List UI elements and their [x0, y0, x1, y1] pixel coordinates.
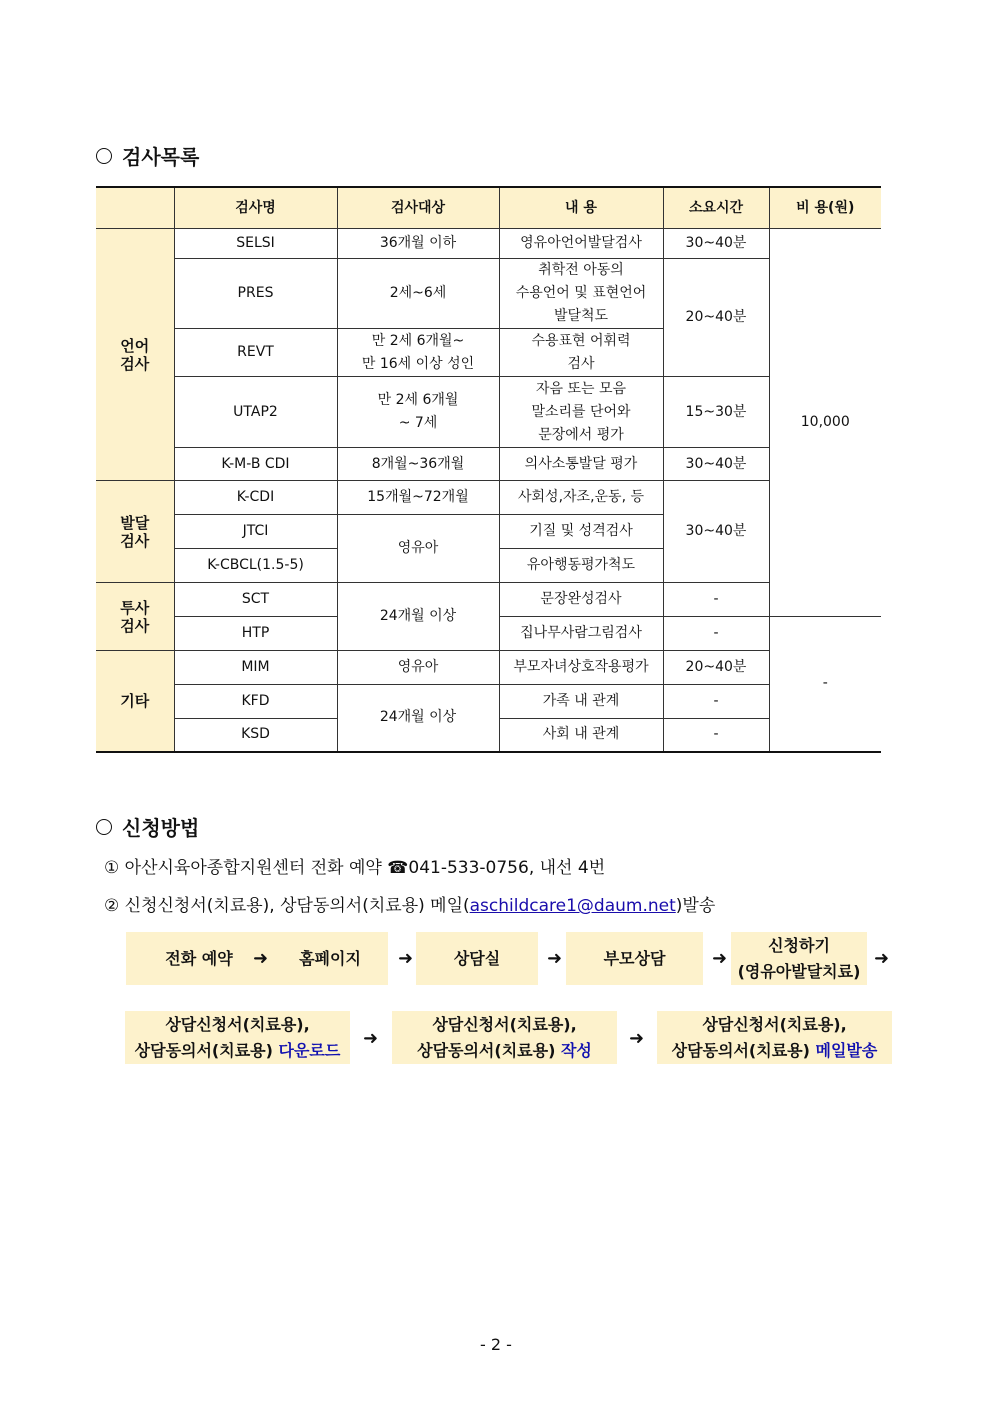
category-language: 언어 검사 [96, 229, 174, 481]
flow-step-phone-reservation: 전화 예약 [126, 932, 272, 985]
test-name: KFD [174, 685, 337, 719]
arrow-right-icon: ➜ [874, 948, 890, 969]
category-projective: 투사 검사 [96, 583, 174, 651]
flow-step-fill-forms: 상담신청서(치료용), 상담동의서(치료용) 작성 [392, 1011, 617, 1064]
highlight-text: 메일발송 [815, 1040, 878, 1060]
test-content: 자음 또는 모음 말소리를 단어와 문장에서 평가 [499, 377, 663, 448]
arrow-right-icon: ➜ [253, 948, 269, 969]
test-target: 24개월 이상 [337, 583, 499, 651]
header-cell: 내 용 [499, 187, 663, 229]
test-name: UTAP2 [174, 377, 337, 448]
line-suffix: , 내선 4번 [528, 858, 606, 878]
test-content: 집나무사람그림검사 [499, 617, 663, 651]
test-cost: 10,000 [769, 229, 881, 617]
flow-step-apply: 신청하기 (영유아발달치료) [731, 932, 867, 985]
arrow-right-icon: ➜ [363, 1028, 379, 1049]
flow-step-parent-counseling: 부모상담 [566, 932, 703, 985]
header-cell: 비 용(원) [769, 187, 881, 229]
table-row [96, 685, 881, 719]
test-target: 영유아 [337, 651, 499, 685]
test-name: REVT [174, 329, 337, 377]
test-name: HTP [174, 617, 337, 651]
line-text: 아산시육아종합지원센터 전화 예약 [124, 858, 388, 878]
table-row [96, 377, 881, 448]
page-number: - 2 - [480, 1335, 512, 1354]
test-target: 8개월~36개월 [337, 448, 499, 481]
section-title: 신청방법 [122, 816, 200, 840]
table-row [96, 583, 881, 617]
flow-step-download-forms: 상담신청서(치료용), 상담동의서(치료용) 다운로드 [125, 1011, 350, 1064]
category-development: 발달 검사 [96, 481, 174, 583]
list-marker: ② [104, 896, 120, 916]
test-name: SELSI [174, 229, 337, 259]
test-name: JTCI [174, 515, 337, 549]
test-content: 유아행동평가척도 [499, 549, 663, 583]
test-target: 36개월 이하 [337, 229, 499, 259]
table-row [96, 481, 881, 515]
test-name: K-M-B CDI [174, 448, 337, 481]
arrow-right-icon: ➜ [629, 1028, 645, 1049]
test-content: 사회 내 관계 [499, 719, 663, 752]
test-content: 취학전 아동의 수용언어 및 표현언어 발달척도 [499, 259, 663, 329]
table-header-row [96, 187, 881, 229]
test-content: 의사소통발달 평가 [499, 448, 663, 481]
test-target: 만 2세 6개월~ 만 16세 이상 성인 [337, 329, 499, 377]
application-line-email [104, 891, 715, 916]
circle-bullet-icon [96, 148, 112, 164]
test-name: MIM [174, 651, 337, 685]
test-time: - [663, 685, 769, 719]
test-time: 30~40분 [663, 229, 769, 259]
test-name: K-CDI [174, 481, 337, 515]
test-content: 기질 및 성격검사 [499, 515, 663, 549]
test-target: 24개월 이상 [337, 685, 499, 752]
test-target: 만 2세 6개월 ~ 7세 [337, 377, 499, 448]
test-time: 20~40분 [663, 259, 769, 377]
arrow-right-icon: ➜ [712, 948, 728, 969]
test-content: 가족 내 관계 [499, 685, 663, 719]
section-heading-application [96, 812, 199, 841]
highlight-text: 다운로드 [278, 1040, 341, 1060]
circle-bullet-icon [96, 819, 112, 835]
test-target: 15개월~72개월 [337, 481, 499, 515]
list-marker: ① [104, 858, 120, 878]
arrow-right-icon: ➜ [398, 948, 414, 969]
test-content: 사회성,자조,운동, 등 [499, 481, 663, 515]
line-suffix: )발송 [675, 896, 716, 916]
test-cost: - [769, 617, 881, 752]
test-content: 영유아언어발달검사 [499, 229, 663, 259]
table-row [96, 259, 881, 329]
highlight-text: 작성 [560, 1040, 592, 1060]
header-corner [96, 187, 174, 229]
test-time: 15~30분 [663, 377, 769, 448]
test-time: - [663, 719, 769, 752]
table-row [96, 651, 881, 685]
line-text: 신청신청서(치료용), 상담동의서(치료용) 메일( [124, 896, 470, 916]
test-content: 수용표현 어휘력 검사 [499, 329, 663, 377]
phone-icon: ☎ [387, 858, 409, 878]
test-target: 2세~6세 [337, 259, 499, 329]
section-heading-test-list [96, 141, 199, 170]
header-cell: 검사명 [174, 187, 337, 229]
email-link[interactable]: aschildcare1@daum.net [469, 896, 676, 916]
test-time: 30~40분 [663, 481, 769, 583]
flow-step-homepage: 홈페이지 [272, 932, 388, 985]
table-row [96, 229, 881, 259]
test-time: - [663, 583, 769, 617]
test-content: 문장완성검사 [499, 583, 663, 617]
table-row [96, 448, 881, 481]
test-target: 영유아 [337, 515, 499, 583]
test-time: 30~40분 [663, 448, 769, 481]
category-other: 기타 [96, 651, 174, 752]
test-list-table [96, 186, 881, 753]
application-line-phone [104, 853, 605, 878]
flow-step-counseling-room: 상담실 [416, 932, 538, 985]
test-name: K-CBCL(1.5-5) [174, 549, 337, 583]
test-content: 부모자녀상호작용평가 [499, 651, 663, 685]
header-cell: 소요시간 [663, 187, 769, 229]
phone-number: 041-533-0756 [408, 858, 529, 878]
flow-step-email-forms: 상담신청서(치료용), 상담동의서(치료용) 메일발송 [657, 1011, 892, 1064]
section-title: 검사목록 [122, 145, 200, 169]
test-time: 20~40분 [663, 651, 769, 685]
test-name: SCT [174, 583, 337, 617]
header-cell: 검사대상 [337, 187, 499, 229]
test-time: - [663, 617, 769, 651]
arrow-right-icon: ➜ [547, 948, 563, 969]
test-name: PRES [174, 259, 337, 329]
test-name: KSD [174, 719, 337, 752]
